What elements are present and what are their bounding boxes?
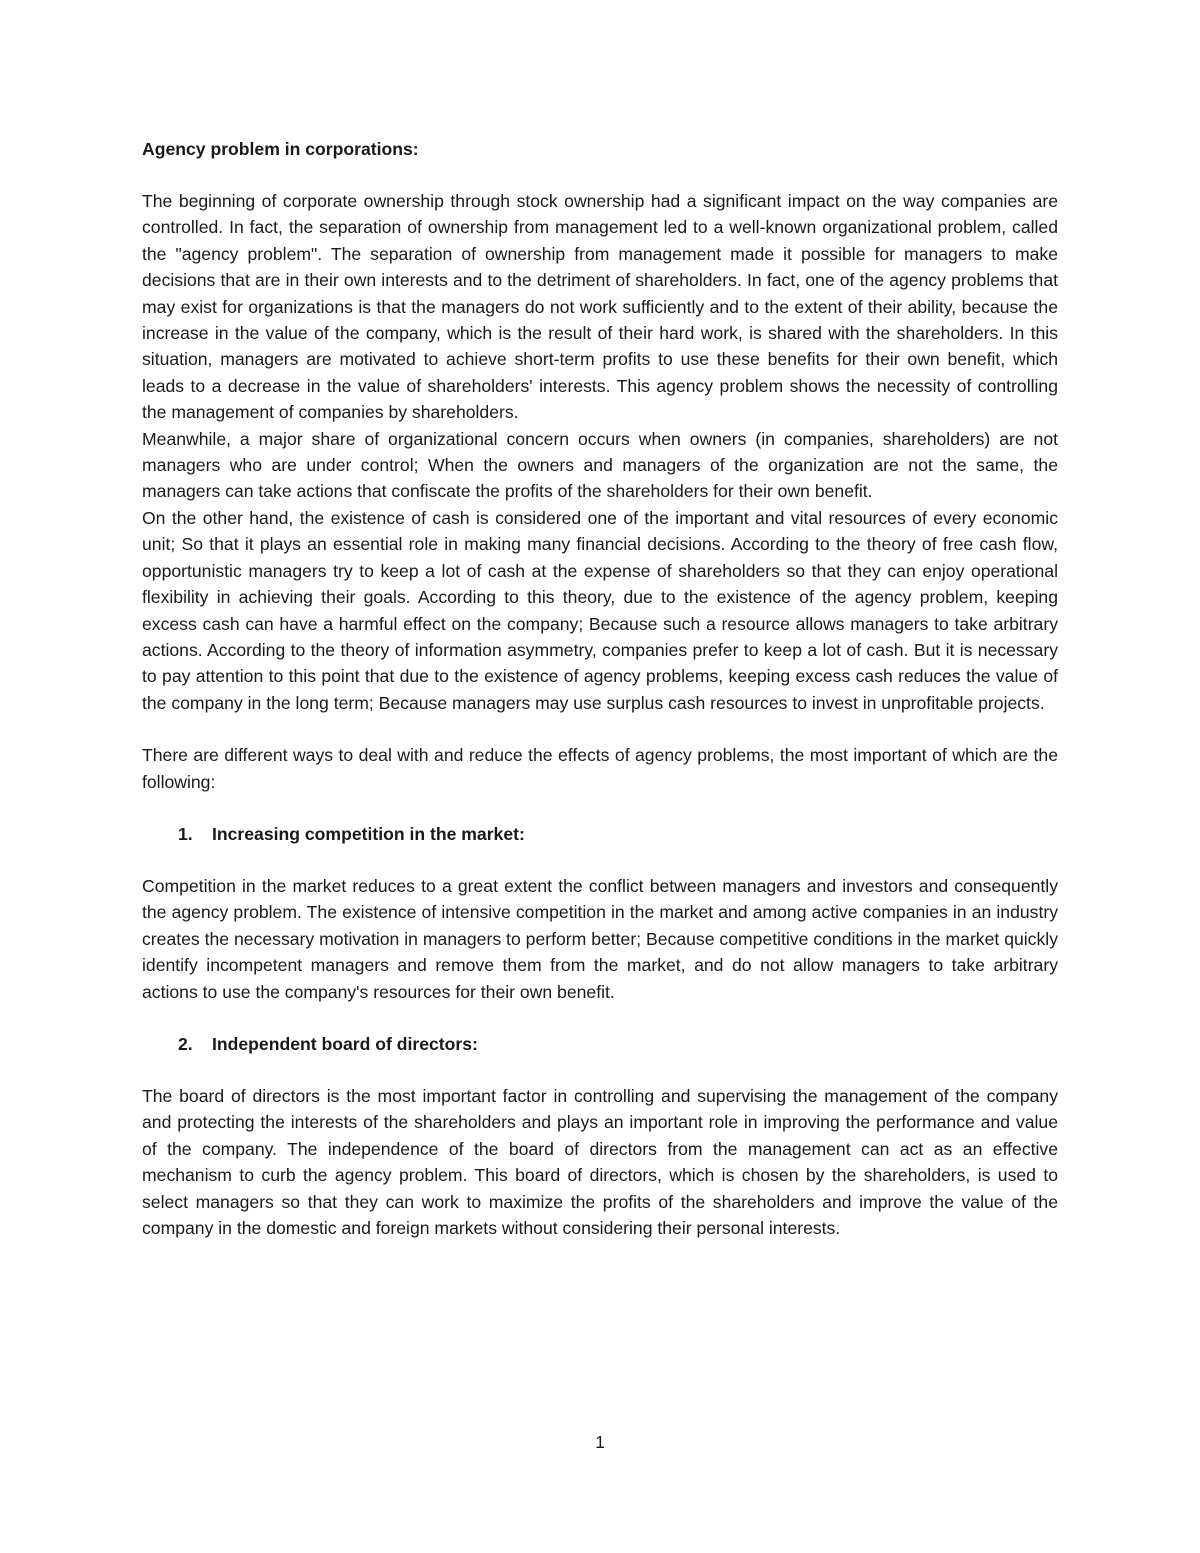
intro-paragraph-2: Meanwhile, a major share of organizational concern occurs when owners (in companies, shareholders) are not managers who are under control; When the owners and managers of the organization are not the same, the managers can take actions that confiscate the profits of the shareholders for their own benefit. bbox=[142, 428, 1058, 502]
intro-paragraph-3: On the other hand, the existence of cash is considered one of the important and vital resources of every economic unit; So that it plays an essential role in making many financial decisions. According to the theory of free cash flow, opportunistic managers try to keep a lot of cash at the expense of shareholders so that they can enjoy operational flexibility in achieving their goals. According to this theory, due to the existence of the agency problem, keeping excess cash can have a harmful effect on the company; Because such a resource allows managers to take arbitrary actions. According to the theory of information asymmetry, companies prefer to keep a lot of cash. But it is necessary to pay attention to this point that due to the existence of agency problems, keeping excess cash reduces the value of the company in the long term; Because managers may use surplus cash resources to invest in unprofitable projects. bbox=[142, 507, 1058, 713]
spacer bbox=[142, 1057, 1058, 1083]
section-2-body: The board of directors is the most important factor in controlling and supervising the management of the company and protecting the interests of the shareholders and plays an important role in improving the performance and value of the company. The independence of the board of directors from the management can act as an effective mechanism to curb the agency problem. This board of directors, which is chosen by the shareholders, is used to select managers so that they can work to maximize the profits of the shareholders and improve the value of the company in the domestic and foreign markets without considering their personal interests. bbox=[142, 1085, 1058, 1238]
section-1-body: Competition in the market reduces to a great extent the conflict between managers and investors and consequently the agency problem. The existence of intensive competition in the market and among active companies in an industry creates the necessary motivation in managers to perform better; Because competitive conditions in the market quickly identify incompetent managers and remove them from the market, and do not allow managers to take arbitrary actions to use the company's resources for their own benefit. bbox=[142, 875, 1058, 1002]
document-title: Agency problem in corporations: bbox=[142, 139, 419, 159]
intro-paragraph-1: The beginning of corporate ownership through stock ownership had a significant impact on the way companies are controlled. In fact, the separation of ownership from management led to a well-known organizational problem, called the "agency problem". The separation of ownership from management made it possible for managers to make decisions that are in their own interests and to the detriment of shareholders. In fact, one of the agency problems that may exist for organizations is that the managers do not work sufficiently and to the extent of their ability, because the increase in the value of the company, which is the result of their hard work, is shared with the shareholders. In this situation, managers are motivated to achieve short-term profits to use these benefits for their own benefit, which leads to a decrease in the value of shareholders' interests. This agency problem shows the necessity of controlling the management of companies by shareholders. bbox=[142, 191, 1058, 423]
spacer bbox=[142, 847, 1058, 873]
section-1-number: 1. bbox=[178, 823, 193, 844]
spacer bbox=[142, 1005, 1058, 1031]
spacer bbox=[142, 795, 1058, 821]
section-1-title: Increasing competition in the market: bbox=[212, 823, 525, 844]
section-2-number: 2. bbox=[178, 1033, 193, 1054]
section-2-heading bbox=[142, 1031, 1058, 1057]
section-1-heading bbox=[142, 821, 1058, 847]
section-2-title: Independent board of directors: bbox=[212, 1033, 478, 1054]
ways-intro-paragraph: There are different ways to deal with and reduce the effects of agency problems, the most important of which are the following: bbox=[142, 745, 1058, 792]
page-number: 1 bbox=[595, 1432, 605, 1452]
spacer bbox=[142, 716, 1058, 742]
document-page bbox=[142, 136, 1058, 1241]
